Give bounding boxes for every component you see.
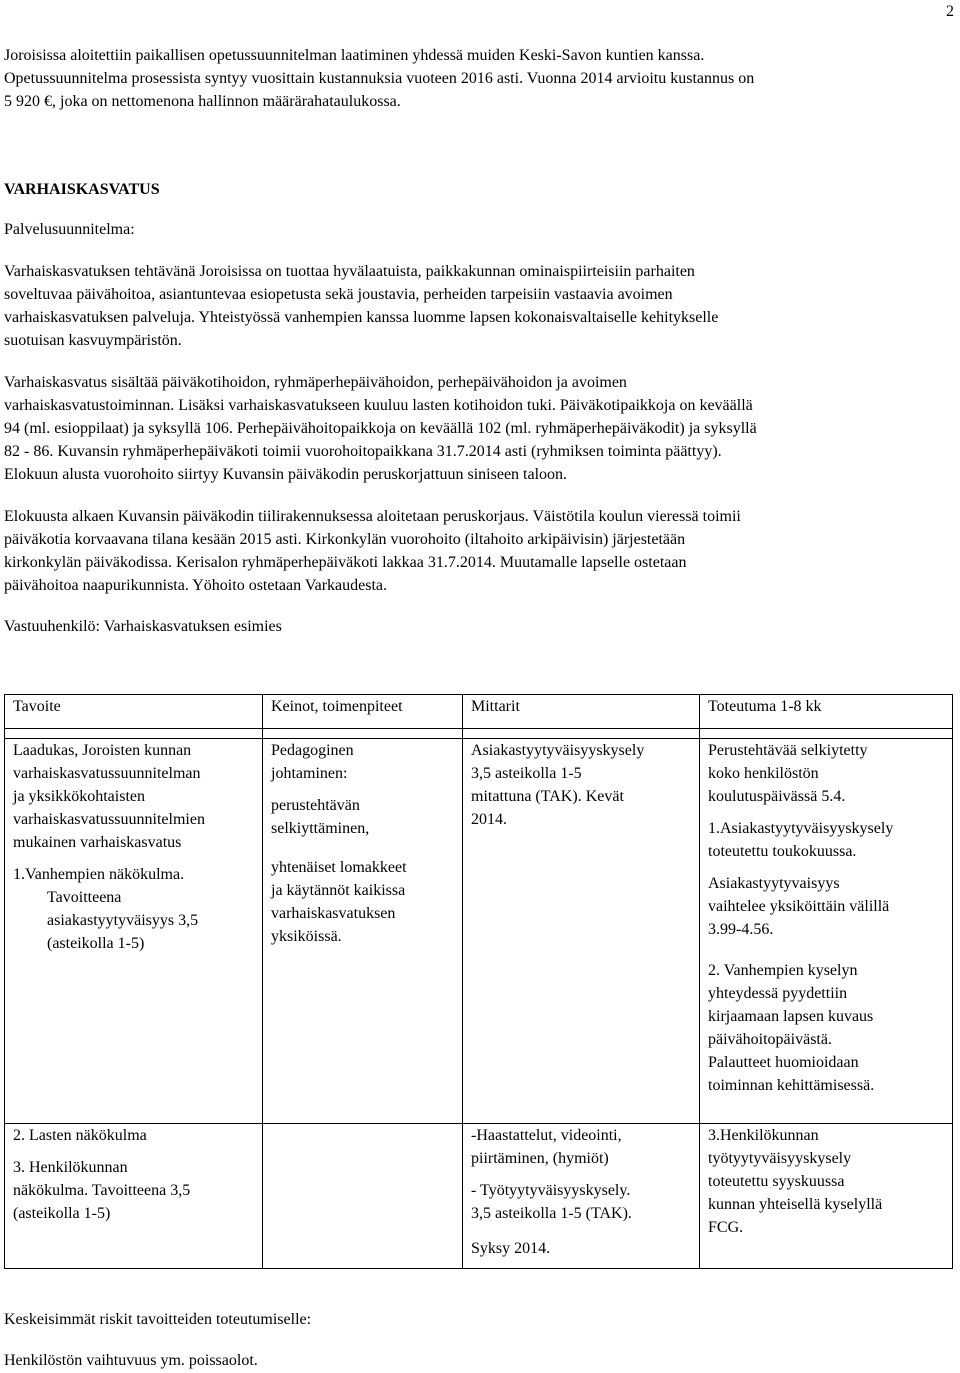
cell-line: FCG. bbox=[708, 1219, 744, 1236]
header-goal: Tavoite bbox=[5, 695, 263, 729]
text-line: suotuisan kasvuympäristön. bbox=[4, 332, 182, 349]
result-cell bbox=[700, 1124, 953, 1269]
cell-line: -Haastattelut, videointi, bbox=[471, 1127, 622, 1144]
cell-line: kirjaamaan lapsen kuvaus bbox=[708, 1008, 874, 1025]
means-cell bbox=[263, 1124, 463, 1269]
text-line: Opetussuunnitelma prosessista syntyy vuosittain kustannuksia vuoteen 2016 asti. Vuonna 2014 arvioitu kustannus on bbox=[4, 70, 755, 87]
cell-line: selkiyttäminen, bbox=[271, 820, 370, 837]
cell-line: koulutuspäivässä 5.4. bbox=[708, 788, 846, 805]
table-row bbox=[5, 739, 953, 1124]
renovation-paragraph bbox=[4, 505, 954, 597]
risks-label: Keskeisimmät riskit tavoitteiden toteutumiselle: bbox=[4, 1311, 312, 1328]
section-title: VARHAISKASVATUS bbox=[4, 181, 160, 198]
cell-line: vaihtelee yksiköittäin välillä bbox=[708, 898, 890, 915]
cell-line: 3,5 asteikolla 1-5 (TAK). bbox=[471, 1205, 632, 1222]
cell-line: varhaiskasvatussuunnitelmien bbox=[13, 811, 205, 828]
cell-line: yhtenäiset lomakkeet bbox=[271, 859, 407, 876]
result-cell bbox=[700, 739, 953, 1124]
section-subtitle: Palvelusuunnitelma: bbox=[4, 221, 135, 238]
service-description-paragraph bbox=[4, 260, 954, 352]
goal-cell bbox=[5, 739, 263, 1124]
cell-line: Tavoitteena bbox=[47, 889, 122, 906]
service-content-paragraph bbox=[4, 371, 954, 486]
cell-line: mitattuna (TAK). Kevät bbox=[471, 788, 624, 805]
cell-line: mukainen varhaiskasvatus bbox=[13, 834, 182, 851]
text-line: päivähoitoa naapurikunnista. Yöhoito ostetaan Varkaudesta. bbox=[4, 577, 388, 594]
text-line: 82 - 86. Kuvansin ryhmäperhepäiväkoti toimii vuorohoitopaikkana 31.7.2014 asti (ryhmiksen toiminta päättyy). bbox=[4, 443, 722, 460]
goals-table bbox=[4, 694, 953, 1269]
cell-line: 3. Henkilökunnan bbox=[13, 1159, 128, 1176]
cell-line: - Työtyytyväisyyskysely. bbox=[471, 1182, 631, 1199]
cell-line: Asiakastyytyvaisyys bbox=[708, 875, 840, 892]
page-number: 2 bbox=[946, 3, 954, 20]
cell-line: kunnan yhteisellä kyselyllä bbox=[708, 1196, 883, 1213]
cell-line: koko henkilöstön bbox=[708, 765, 819, 782]
text-line: Joroisissa aloitettiin paikallisen opetussuunnitelman laatiminen yhdessä muiden Keski-Savon kuntien kanssa. bbox=[4, 47, 705, 64]
cell-line: 2. Vanhempien kyselyn bbox=[708, 962, 858, 979]
cell-line: 3,5 asteikolla 1-5 bbox=[471, 765, 582, 782]
cell-line: Perustehtävää selkiytetty bbox=[708, 742, 868, 759]
cell-line: perustehtävän bbox=[271, 797, 360, 814]
cell-line: Laadukas, Joroisten kunnan bbox=[13, 742, 192, 759]
cell-line: Asiakastyytyväisyyskysely bbox=[471, 742, 645, 759]
cell-line: (asteikolla 1-5) bbox=[13, 1205, 111, 1222]
cell-line: (asteikolla 1-5) bbox=[47, 935, 145, 952]
goal-target bbox=[13, 886, 254, 955]
text-line: Elokuun alusta vuorohoito siirtyy Kuvansin päiväkodin peruskorjattuun siniseen taloon. bbox=[4, 466, 568, 483]
cell-line: 3.99-4.56. bbox=[708, 921, 774, 938]
text-line: 5 920 €, joka on nettomenona hallinnon määrärahataulukossa. bbox=[4, 93, 401, 110]
cell-line: johtaminen: bbox=[271, 765, 348, 782]
goal-cell bbox=[5, 1124, 263, 1269]
text-line: kirkonkylän päiväkodissa. Kerisalon ryhmäperhepäiväkoti lakkaa 31.7.2014. Muutamalle lapselle ostetaan bbox=[4, 554, 687, 571]
responsible-person: Vastuuhenkilö: Varhaiskasvatuksen esimies bbox=[4, 618, 282, 635]
header-means: Keinot, toimenpiteet bbox=[263, 695, 463, 729]
cell-line: toiminnan kehittämisessä. bbox=[708, 1077, 875, 1094]
text-line: Varhaiskasvatus sisältää päiväkotihoidon, ryhmäperhepäivähoidon, perhepäivähoidon ja avoimen bbox=[4, 374, 627, 391]
header-result: Toteutuma 1-8 kk bbox=[700, 695, 953, 729]
cell-line: Syksy 2014. bbox=[471, 1240, 551, 1257]
metrics-cell bbox=[463, 739, 700, 1124]
cell-line: 2014. bbox=[471, 811, 507, 828]
text-line: varhaiskasvatustoiminnan. Lisäksi varhaiskasvatukseen kuuluu lasten kotihoidon tuki. Päiväkotipaikkoja on keväällä bbox=[4, 397, 753, 414]
cell-line: yksiköissä. bbox=[271, 928, 342, 945]
cell-line: asiakastyytyväisyys 3,5 bbox=[47, 912, 199, 929]
cell-line: toteutettu syyskuussa bbox=[708, 1173, 845, 1190]
header-metrics: Mittarit bbox=[463, 695, 700, 729]
table-header-row bbox=[5, 695, 953, 729]
cell-line: päivähoitopäivästä. bbox=[708, 1031, 832, 1048]
text-line: varhaiskasvatuksen palveluja. Yhteistyössä vanhempien kanssa luomme lapsen kokonaisvaltaiselle kehitykselle bbox=[4, 309, 719, 326]
cell-line: toteutettu toukokuussa. bbox=[708, 843, 857, 860]
means-cell bbox=[263, 739, 463, 1124]
risks-text: Henkilöstön vaihtuvuus ym. poissaolot. bbox=[4, 1352, 258, 1369]
cell-line: piirtäminen, (hymiöt) bbox=[471, 1150, 609, 1167]
table-row bbox=[5, 1124, 953, 1269]
intro-paragraph bbox=[4, 44, 954, 113]
cell-line: 1.Asiakastyytyväisyyskysely bbox=[708, 820, 894, 837]
cell-line: työtyytyväisyyskysely bbox=[708, 1150, 852, 1167]
cell-line: varhaiskasvatuksen bbox=[271, 905, 396, 922]
text-line: päiväkotia korvaavana tilana kesään 2015 asti. Kirkonkylän vuorohoito (iltahoito arkipäivisin) järjestetään bbox=[4, 531, 686, 548]
cell-line: ja yksikkökohtaisten bbox=[13, 788, 145, 805]
cell-line: 3.Henkilökunnan bbox=[708, 1127, 819, 1144]
cell-line: varhaiskasvatussuunnitelman bbox=[13, 765, 201, 782]
text-line: Elokuusta alkaen Kuvansin päiväkodin tiilirakennuksessa aloitetaan peruskorjaus. Väistötila koulun vieressä toimii bbox=[4, 508, 741, 525]
cell-line: 2. Lasten näkökulma bbox=[13, 1127, 147, 1144]
text-line: soveltuvaa päivähoitoa, asiantuntevaa esiopetusta sekä joustavia, perheiden tarpeisiin vastaavia avoimen bbox=[4, 286, 673, 303]
text-line: 94 (ml. esioppilaat) ja syksyllä 106. Perhepäivähoitopaikkoja on keväällä 102 (ml. ryhmäperhepäiväkodit) ja syksyllä bbox=[4, 420, 757, 437]
cell-line: 1.Vanhempien näkökulma. bbox=[13, 866, 185, 883]
cell-line: yhteydessä pyydettiin bbox=[708, 985, 848, 1002]
cell-line: Pedagoginen bbox=[271, 742, 354, 759]
cell-line: näkökulma. Tavoitteena 3,5 bbox=[13, 1182, 191, 1199]
metrics-cell bbox=[463, 1124, 700, 1269]
cell-line: Palautteet huomioidaan bbox=[708, 1054, 859, 1071]
cell-line: ja käytännöt kaikissa bbox=[271, 882, 406, 899]
text-line: Varhaiskasvatuksen tehtävänä Joroisissa on tuottaa hyvälaatuista, paikkakunnan ominaispiirteisiin parhaiten bbox=[4, 263, 695, 280]
